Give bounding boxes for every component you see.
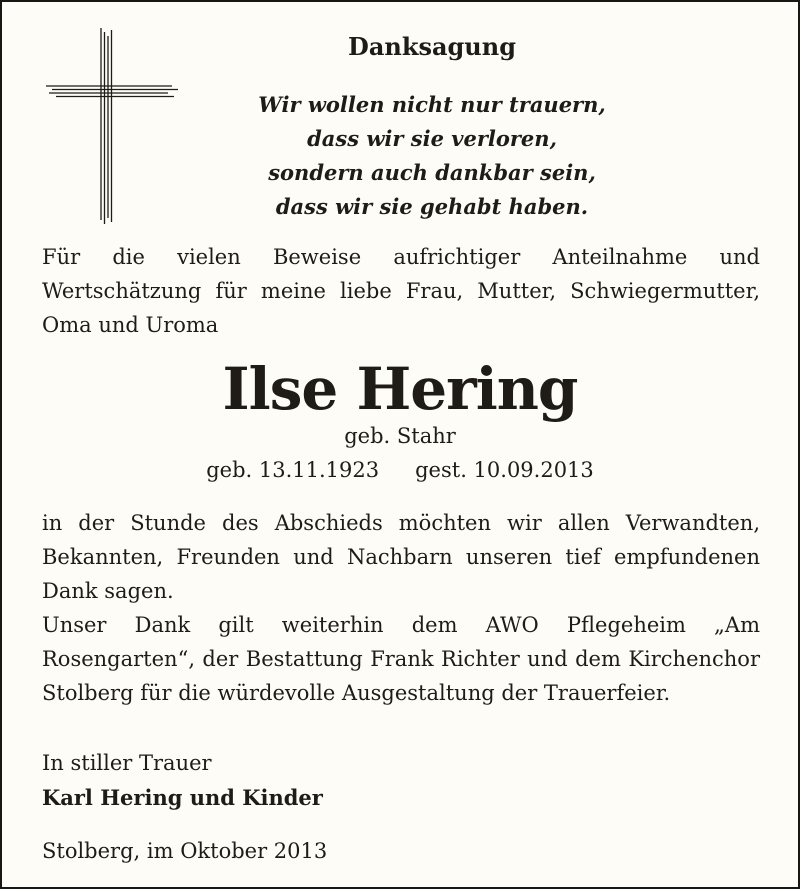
notice-heading: Danksagung [348, 32, 516, 61]
death-date: gest. 10.09.2013 [415, 458, 594, 482]
thanks-paragraph: Unser Dank gilt weiterhin dem AWO Pflegeheim „Am Rosengarten“, der Bestattung Frank Richter und dem Kirchenchor Stolberg für die würdevolle Ausgestaltung der Trauerfeier. [42, 613, 760, 705]
birth-name: geb. Stahr [344, 424, 456, 448]
birth-date: geb. 13.11.1923 [206, 458, 380, 482]
signers: Karl Hering und Kinder [42, 785, 323, 810]
deceased-name: Ilse Hering [222, 355, 578, 423]
poem-line: dass wir sie verloren, [307, 126, 557, 151]
poem-line: Wir wollen nicht nur trauern, [258, 92, 606, 117]
life-dates [2, 455, 798, 485]
place-date: Stolberg, im Oktober 2013 [42, 839, 328, 863]
poem-line: sondern auch dankbar sein, [268, 160, 596, 185]
thanks-paragraph: in der Stunde des Abschieds möchten wir allen Verwandten, Bekannten, Freunden und Nachbarn unseren tief empfundenen Dank sagen. [42, 511, 760, 603]
cross-icon [46, 28, 178, 224]
mourning-line: In stiller Trauer [42, 751, 212, 775]
thanks-text [42, 506, 760, 710]
poem-line: dass wir sie gehabt haben. [275, 194, 589, 219]
memorial-poem [192, 88, 672, 224]
intro-text: Für die vielen Beweise aufrichtiger Anteilnahme und Wertschätzung für meine liebe Frau, Mutter, Schwiegermutter, Oma und Uroma [42, 245, 760, 337]
